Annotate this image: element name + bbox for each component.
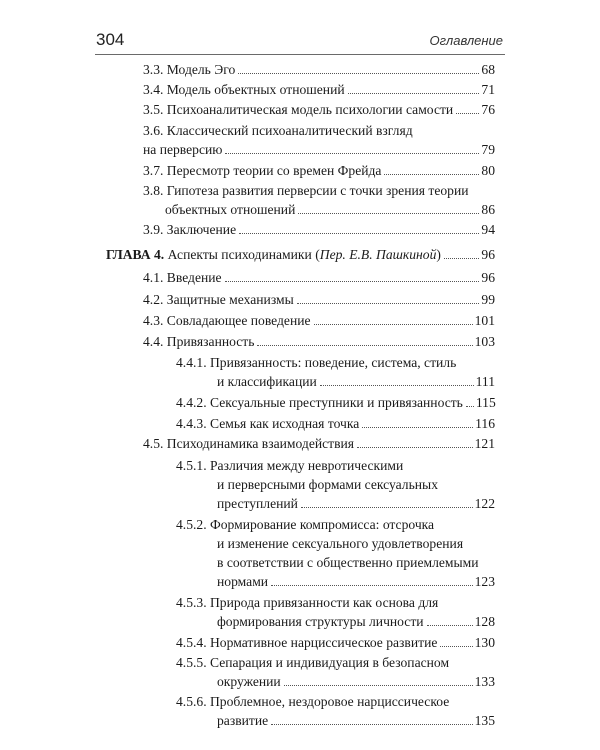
chapter-title-close: ) (436, 247, 441, 262)
toc-page-number: 133 (474, 674, 495, 689)
toc-entry[interactable] (143, 434, 495, 453)
toc-page-number: 96 (481, 270, 495, 285)
toc-entry-label: 4.5. Психодинамика взаимодействия (143, 436, 355, 451)
toc-entry[interactable] (176, 593, 495, 631)
toc-page-number: 79 (481, 142, 495, 157)
toc-entry[interactable] (143, 220, 495, 239)
dot-leader (444, 258, 480, 259)
toc-entry[interactable] (176, 515, 495, 591)
toc-page-number: 116 (475, 416, 495, 431)
toc-entry-label: объектных отношений (165, 202, 296, 217)
toc-page-number: 128 (474, 614, 495, 629)
toc-entry[interactable] (176, 692, 495, 730)
dot-leader (456, 113, 479, 114)
toc-page-number: 99 (481, 292, 495, 307)
toc-entry-label: 4.4. Привязанность (143, 334, 255, 349)
dot-leader (297, 303, 480, 304)
dot-leader (362, 427, 473, 428)
dot-leader (466, 406, 474, 407)
dot-leader (225, 281, 480, 282)
dot-leader (301, 507, 473, 508)
dot-leader (239, 233, 479, 234)
toc-entry-label: 4.4.2. Сексуальные преступники и привязанность (176, 395, 463, 410)
chapter-title: Аспекты психодинамики ( (164, 247, 320, 262)
toc-page-number: 130 (474, 635, 495, 650)
toc-entry[interactable] (143, 181, 495, 219)
toc-entry-label: 3.8. Гипотеза развития перверсии с точки зрения теории (143, 183, 469, 198)
toc-page-number: 135 (474, 713, 495, 728)
toc-entry-label: в соответствии с общественно приемлемыми (217, 555, 479, 570)
toc-entry-label: 3.5. Психоаналитическая модель психологии самости (143, 102, 454, 117)
page-number: 304 (96, 30, 125, 49)
dot-leader (357, 447, 473, 448)
toc-entry-label: окружении (217, 674, 281, 689)
toc-entry-label: 3.4. Модель объектных отношений (143, 82, 345, 97)
toc-entry[interactable] (143, 121, 495, 159)
dot-leader (427, 625, 473, 626)
toc-entry-label: нормами (217, 574, 269, 589)
toc-page-number: 86 (481, 202, 495, 217)
dot-leader (314, 324, 473, 325)
toc-entry[interactable] (143, 332, 495, 351)
toc-entry[interactable] (176, 633, 495, 652)
dot-leader (284, 685, 473, 686)
toc-entry-label: 4.5.2. Формирование компромисса: отсрочка (176, 517, 435, 532)
dot-leader (440, 646, 472, 647)
toc-page-number: 94 (481, 222, 495, 237)
toc-page-number: 122 (474, 496, 495, 511)
toc-entry[interactable] (143, 161, 495, 180)
toc-entry[interactable] (176, 414, 495, 433)
toc-entry-label: развитие (217, 713, 269, 728)
toc-entry[interactable] (143, 311, 495, 330)
toc-page-number: 68 (481, 62, 495, 77)
toc-entry-label: 4.5.1. Различия между невротическими (176, 458, 404, 473)
toc-entry-label: 4.5.6. Проблемное, нездоровое нарциссическое (176, 694, 450, 709)
chapter-number: ГЛАВА 4. (106, 247, 165, 262)
toc-entry-label: и перверсными формами сексуальных (217, 477, 438, 492)
toc-entry[interactable] (143, 60, 495, 79)
toc-entry-label: 4.4.1. Привязанность: поведение, система, стиль (176, 355, 457, 370)
dot-leader (238, 73, 479, 74)
dot-leader (320, 385, 474, 386)
dot-leader (298, 213, 479, 214)
toc-entry[interactable] (176, 456, 495, 513)
toc-entry-label: 3.6. Классический психоаналитический взгляд (143, 123, 413, 138)
toc-entry[interactable] (143, 100, 495, 119)
toc-entry-label: 4.5.5. Сепарация и индивидуация в безопасном (176, 655, 450, 670)
toc-page-number: 71 (481, 82, 495, 97)
toc-entry[interactable] (176, 653, 495, 691)
chapter-translator: Пер. Е.В. Пашкиной (319, 247, 437, 262)
toc-page-number: 123 (474, 574, 495, 589)
toc-page-number: 103 (474, 334, 495, 349)
dot-leader (271, 585, 473, 586)
dot-leader (257, 345, 472, 346)
toc-entry-label: 4.5.4. Нормативное нарциссическое развитие (176, 635, 438, 650)
toc-entry-label: на перверсию (143, 142, 223, 157)
dot-leader (348, 93, 480, 94)
toc-entry[interactable] (143, 268, 495, 287)
toc-entry-label: и изменение сексуального удовлетворения (217, 536, 464, 551)
toc-entry-label: 4.1. Введение (143, 270, 222, 285)
toc-entry[interactable] (176, 393, 495, 412)
toc-entry-label: 3.3. Модель Эго (143, 62, 236, 77)
dot-leader (271, 724, 472, 725)
toc-entry-label: 3.9. Заключение (143, 222, 237, 237)
toc-entry-label: 3.7. Пересмотр теории со времен Фрейда (143, 163, 382, 178)
toc-entry[interactable] (143, 290, 495, 309)
toc-entry-label: и классификации (217, 374, 317, 389)
toc-entry-label: преступлений (217, 496, 298, 511)
toc-page-number: 76 (481, 102, 495, 117)
toc-chapter-entry[interactable] (106, 245, 495, 264)
toc-entry-label: 4.2. Защитные механизмы (143, 292, 294, 307)
toc-entry[interactable] (143, 80, 495, 99)
toc-page-number: 121 (474, 436, 495, 451)
running-head: Оглавление (429, 33, 503, 48)
toc-page-number: 101 (474, 313, 495, 328)
toc-entry[interactable] (176, 353, 495, 391)
toc-entry-label: формирования структуры личности (217, 614, 424, 629)
dot-leader (225, 153, 479, 154)
chapter-heading (106, 245, 441, 264)
dot-leader (384, 174, 479, 175)
toc-page-number: 96 (481, 247, 495, 262)
toc-entry-label: 4.5.3. Природа привязанности как основа для (176, 595, 439, 610)
toc-entry-label: 4.3. Совладающее поведение (143, 313, 311, 328)
toc-page-number: 80 (481, 163, 495, 178)
toc-entry-label: 4.4.3. Семья как исходная точка (176, 416, 360, 431)
toc-page-number: 115 (475, 395, 496, 410)
toc-page-number: 111 (475, 374, 495, 389)
